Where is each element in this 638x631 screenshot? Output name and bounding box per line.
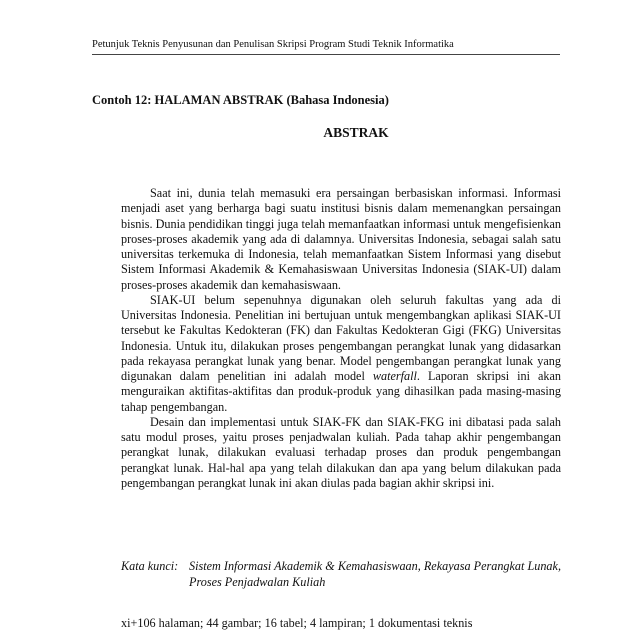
paragraph-2-text-start: SIAK-UI belum sepenuhnya digunakan oleh seluruh fakultas yang ada di Universitas Indonesia. Penelitian ini bertujuan untuk mengembangkan aplikasi SIAK-UI tersebut ke Fakultas Kedokteran (FK) dan Fakultas Kedokteran Gigi (FKG) Universitas Indonesia. Untuk itu, dilakukan proses pengembangan perangkat lunak yang didasarkan pada rekayasa perangkat lunak yang benar. Model pengembangan perangkat lunak yang digunakan dalam penelitian ini adalah model xyxy=(121,292,561,383)
paragraph-2-text-end: . Laporan skripsi ini akan menguraikan aktifitas-aktifitas dan produk-produk yang dihasilkan pada masing-masing tahap pengembangan. xyxy=(121,369,562,414)
document-statistics: xi+106 halaman; 44 gambar; 16 tabel; 4 lampiran; 1 dokumentasi teknis xyxy=(121,616,473,630)
abstract-paragraph-3: Desain dan implementasi untuk SIAK-FK dan SIAK-FKG ini dibatasi pada salah satu modul proses, yaitu proses penjadwalan kuliah. Pada tahap akhir pengembangan perangkat lunak, dilakukan evaluasi terhadap proses dan produk pengembangan perangkat lunak. Hal-hal apa yang telah dilakukan dan apa yang belum dilakukan pada pengembangan perangkat lunak ini akan diulas pada bagian akhir skripsi ini. xyxy=(121,414,561,490)
running-header: Petunjuk Teknis Penyusunan dan Penulisan Skripsi Program Studi Teknik Informatika xyxy=(92,38,560,55)
abstract-body xyxy=(121,186,561,491)
keywords-label: Kata kunci: xyxy=(121,559,179,573)
abstract-paragraph-1: Saat ini, dunia telah memasuki era persaingan berbasiskan informasi. Informasi menjadi aset yang berharga bagi suatu institusi bisnis dalam memenangkan persaingan bisnis. Dunia pendidikan tinggi juga telah memanfaatkan informasi untuk mengefisienkan proses-proses akademik yang ada di dalamnya. Universitas Indonesia, sebagai salah satu universitas terkemuka di Indonesia, telah memanfaatkan Sistem Informasi yang disebut Sistem Informasi Akademik & Kemahasiswaan Universitas Indonesia (SIAK-UI) dalam proses-proses akademik dan kemahasiswaan. xyxy=(121,186,561,292)
waterfall-term: waterfall xyxy=(372,369,417,383)
abstract-paragraph-2 xyxy=(121,293,561,415)
example-title: Contoh 12: HALAMAN ABSTRAK (Bahasa Indonesia) xyxy=(92,93,389,107)
abstract-heading: ABSTRAK xyxy=(323,125,389,140)
keywords-block xyxy=(121,559,561,590)
keywords-text: Sistem Informasi Akademik & Kemahasiswaan, Rekayasa Perangkat Lunak, Proses Penjadwalan Kuliah xyxy=(189,559,561,589)
